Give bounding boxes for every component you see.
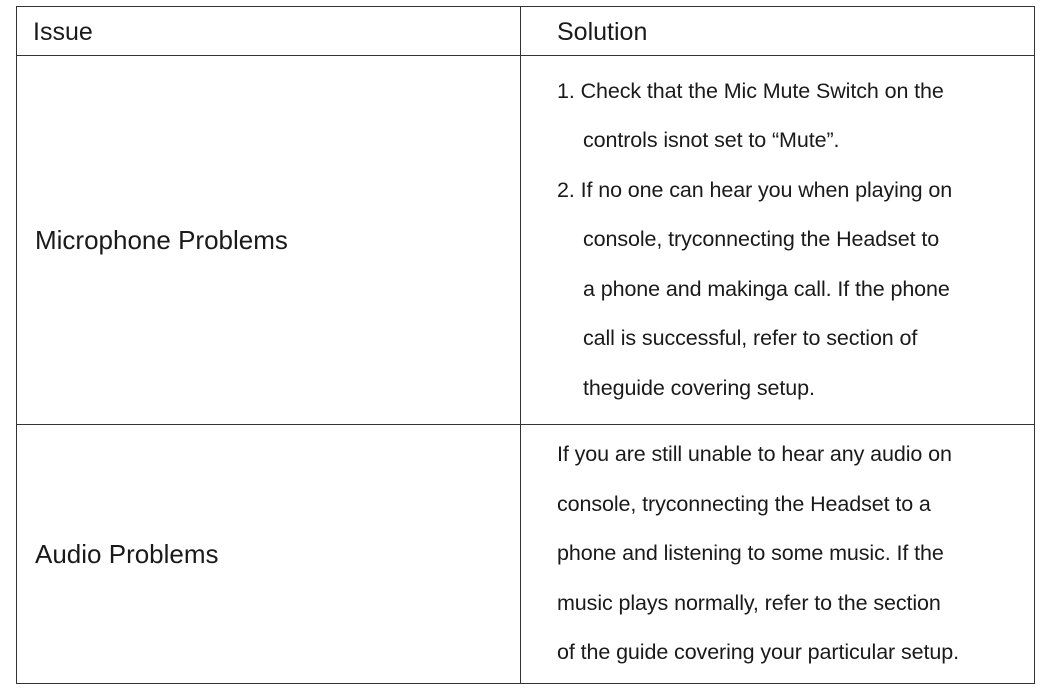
- solution-line: 1. Check that the Mic Mute Switch on the: [557, 78, 944, 103]
- solution-line: 2. If no one can hear you when playing on: [557, 177, 953, 202]
- troubleshooting-table: [16, 6, 1035, 684]
- table-row: [17, 425, 1035, 684]
- solution-line: music plays normally, refer to the section: [557, 590, 941, 615]
- table-header-row: [17, 7, 1035, 56]
- issue-cell-microphone: Microphone Problems: [17, 56, 521, 425]
- issue-column-header: Issue: [17, 7, 521, 56]
- table-row: [17, 56, 1035, 425]
- solution-cell-audio: [521, 425, 1035, 684]
- solution-line: console, tryconnecting the Headset to a: [557, 491, 931, 516]
- solution-line: call is successful, refer to section of: [583, 326, 918, 351]
- issue-cell-audio: Audio Problems: [17, 425, 521, 684]
- solution-line: controls isnot set to “Mute”.: [583, 128, 840, 153]
- solution-column-header: Solution: [521, 7, 1035, 56]
- solution-line: a phone and makinga call. If the phone: [583, 276, 950, 301]
- solution-line: of the guide covering your particular setup.: [557, 640, 959, 665]
- solution-line: console, tryconnecting the Headset to: [583, 227, 940, 252]
- solution-line: theguide covering setup.: [583, 375, 815, 400]
- solution-line: phone and listening to some music. If the: [557, 541, 944, 566]
- solution-cell-microphone: [521, 56, 1035, 425]
- solution-line: If you are still unable to hear any audio on: [557, 442, 952, 467]
